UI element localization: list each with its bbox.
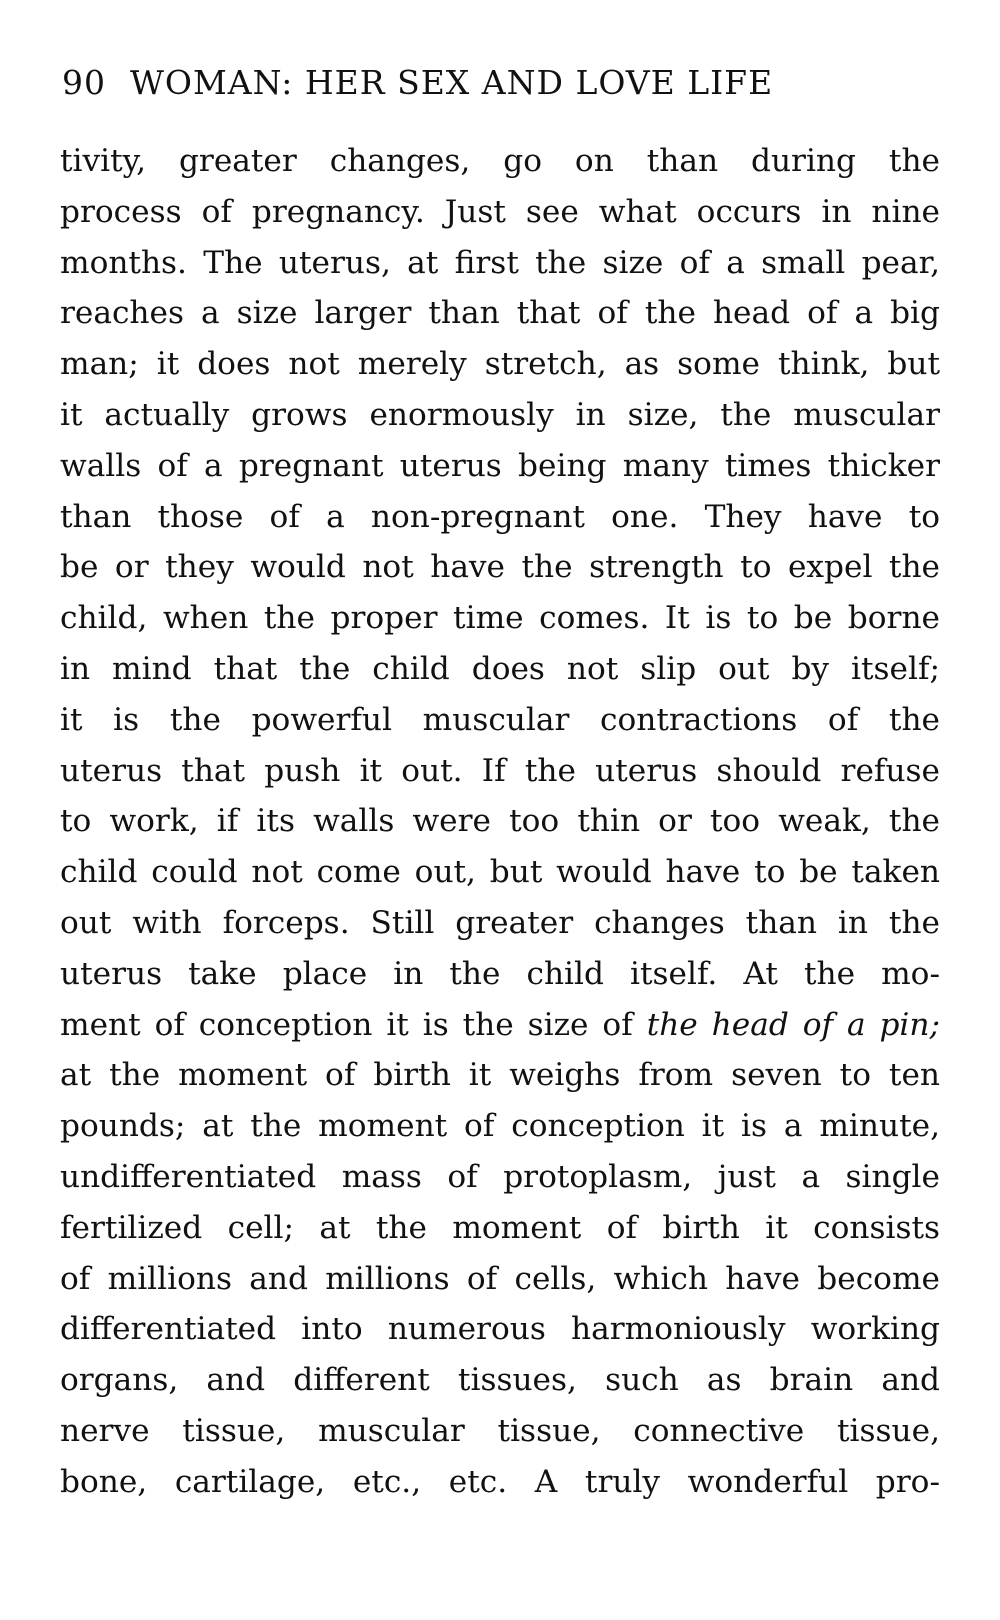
text-line: it actually grows enormously in size, the muscular <box>60 396 940 433</box>
text-line: man; it does not merely stretch, as some think, but <box>60 346 940 383</box>
running-head <box>62 56 942 110</box>
text-line: than those of a non-pregnant one. They have to <box>60 498 940 535</box>
text-segment: ment of conception it is the size of <box>60 1006 647 1043</box>
text-line: of millions and millions of cells, which have become <box>60 1260 940 1297</box>
body-text <box>60 136 940 1508</box>
text-line: child, when the proper time comes. It is to be borne <box>60 600 940 637</box>
text-line: at the moment of birth it weighs from seven to ten <box>60 1057 940 1094</box>
text-line: out with forceps. Still greater changes than in the <box>60 904 940 941</box>
text-line: be or they would not have the strength to expel the <box>60 549 940 586</box>
italic-phrase: the head of a pin; <box>646 1006 940 1043</box>
text-line: fertilized cell; at the moment of birth it consists <box>60 1209 940 1246</box>
text-line: reaches a size larger than that of the head of a big <box>60 295 940 332</box>
text-line: in mind that the child does not slip out by itself; <box>60 650 940 687</box>
text-line: process of pregnancy. Just see what occurs in nine <box>60 193 940 230</box>
running-title: WOMAN: HER SEX AND LOVE LIFE <box>130 63 774 102</box>
page-number: 90 <box>62 63 106 102</box>
text-line: child could not come out, but would have to be taken <box>60 854 940 891</box>
text-line: nerve tissue, muscular tissue, connective tissue, <box>60 1412 940 1449</box>
text-line: walls of a pregnant uterus being many times thicker <box>60 447 940 484</box>
text-line-with-italic <box>60 1000 940 1051</box>
text-line: differentiated into numerous harmoniously working <box>60 1311 940 1348</box>
text-line: undifferentiated mass of protoplasm, just a single <box>60 1158 940 1195</box>
text-line: uterus that push it out. If the uterus should refuse <box>60 752 940 789</box>
text-line: organs, and different tissues, such as brain and <box>60 1362 940 1399</box>
text-line: bone, cartilage, etc., etc. A truly wonderful pro- <box>60 1463 940 1500</box>
text-line: tivity, greater changes, go on than during the <box>60 143 940 179</box>
text-line: pounds; at the moment of conception it is a minute, <box>60 1108 940 1145</box>
text-line: it is the powerful muscular contractions of the <box>60 701 940 738</box>
text-line: to work, if its walls were too thin or too weak, the <box>60 803 940 840</box>
text-line: months. The uterus, at first the size of a small pear, <box>60 244 940 281</box>
text-line: uterus take place in the child itself. At the mo- <box>60 955 940 992</box>
